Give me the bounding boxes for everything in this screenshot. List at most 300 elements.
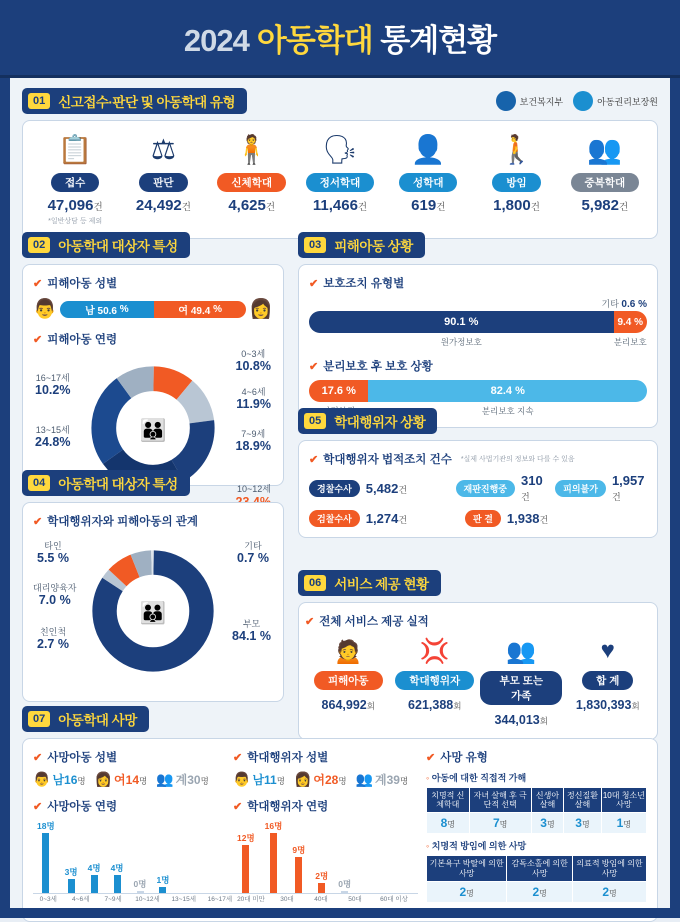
check-icon: ✔ [309, 360, 319, 373]
relation-label-text: 대리양육자 [33, 583, 77, 593]
emotional-abuse-icon: 🗣 [322, 134, 358, 165]
check-icon: ✔ [33, 333, 43, 346]
relation-label-text: 친인척 [39, 627, 67, 637]
stat-number: 11,466 [312, 197, 358, 214]
table-header-cell: 정신질환 살해 [564, 788, 602, 813]
bar-value: 4명 [110, 863, 124, 873]
bar-column [265, 820, 283, 893]
stat-value [296, 197, 384, 214]
age-label-text: 7~9세 [241, 429, 266, 439]
table-cell: 2명 [507, 881, 573, 902]
check-icon: ✔ [33, 751, 43, 764]
age-label-text: 4~6세 [241, 387, 266, 397]
x-label: 30대 [280, 896, 294, 903]
death-direct-caption [426, 771, 647, 784]
stat-label: 판단 [139, 173, 187, 192]
male-icon: 👨 [233, 771, 251, 787]
heart-icon: ♥ [600, 637, 615, 664]
protection-type-bar [309, 311, 647, 333]
stat-number: 4,625 [228, 197, 266, 214]
logo-mohw [496, 91, 563, 111]
bar-value: 1명 [156, 875, 170, 885]
male-icon: 👨 [33, 771, 51, 787]
table-cell: 7명 [469, 813, 531, 834]
section-05 [298, 408, 658, 538]
stat-value [384, 197, 472, 214]
x-label: 7~9세 [104, 896, 122, 903]
bar-rect [137, 891, 144, 893]
section-06-header [298, 570, 441, 596]
x-label: 40대 [314, 896, 328, 903]
section-01-number: 01 [28, 93, 50, 109]
protection-etc [309, 297, 647, 310]
sexual-abuse-icon: 👤 [410, 134, 446, 165]
bar-value: 0명 [338, 879, 352, 889]
service-label: 피해아동 [314, 671, 383, 690]
table-row [427, 813, 647, 834]
bar-rect [91, 875, 98, 893]
family-icon: 👥 [506, 637, 537, 665]
stat-number: 619 [411, 197, 437, 214]
section-04-number: 04 [28, 475, 50, 491]
bar-column [338, 820, 351, 893]
relation-value: 5.5 % [37, 551, 69, 566]
table-header-cell: 의료적 방임에 의한 사망 [573, 856, 647, 881]
stat-label: 접수 [51, 173, 99, 192]
section-02-card [22, 264, 284, 495]
bar-column [111, 820, 124, 893]
sub-label-text: 분리보호 후 보호 상황 [323, 361, 433, 373]
sub-label-text: 보호조치 유형별 [323, 278, 405, 290]
bar-column [65, 820, 78, 893]
neglect-icon: 🚶 [499, 134, 534, 165]
female-icon: 👩 [94, 771, 113, 787]
service-value: 1,830,393회 [575, 698, 640, 712]
stat-value [561, 197, 649, 214]
section-03-title: 피해아동 상황 [334, 239, 413, 254]
stat-number: 1,800 [493, 197, 531, 214]
age-value: 18.9% [235, 439, 271, 454]
gender-value: 남16명 [52, 773, 86, 787]
section-04-card [22, 502, 284, 702]
legal-value: 5,482건 [365, 480, 408, 496]
gender-item [95, 771, 148, 788]
title-rest: 통계현황 [380, 23, 497, 58]
legal-item [456, 473, 550, 503]
bar-value: 16명 [264, 821, 283, 831]
legal-value: 310건 [520, 473, 543, 502]
bar-rect [114, 875, 121, 893]
bar-rect [341, 891, 348, 893]
female-icon: 👩 [249, 299, 273, 320]
service-label: 부모 또는 가족 [480, 671, 562, 705]
service-label: 합 계 [582, 671, 633, 690]
svg-text:👪: 👪 [139, 601, 167, 626]
relation-label-etc [237, 541, 269, 566]
death-neglect-caption-text: 치명적 방임에 의한 사망 [431, 841, 527, 852]
check-icon: ✔ [233, 751, 243, 764]
female-icon: 👩 [293, 771, 312, 787]
death-child-age-xlabels [33, 894, 233, 903]
report-icon: 📋 [57, 134, 93, 165]
bar-column [237, 820, 255, 893]
sub-label-text: 학대행위자 연령 [247, 801, 329, 813]
section-03-header [298, 232, 425, 258]
section-02-title: 아동학대 대상자 특성 [58, 239, 178, 254]
mohw-label: 보건복지부 [519, 96, 564, 107]
scale-icon: ⚖ [150, 134, 176, 165]
death-direct-caption-text: 아동에 대한 직접적 가해 [431, 773, 527, 783]
gender-value: 여28명 [313, 773, 347, 787]
stat-label: 신체학대 [217, 173, 286, 192]
legal-tag: 재판진행중 [456, 480, 515, 497]
multiple-abuse-icon: 👥 [587, 134, 623, 165]
relation-label-text: 타인 [44, 541, 62, 551]
relation-donut-svg [89, 547, 217, 675]
check-icon: ✔ [233, 800, 243, 813]
sub-label-text: 전체 서비스 제공 실적 [319, 616, 429, 628]
table-cell: 8명 [427, 813, 470, 834]
age-value: 10.8% [235, 359, 271, 374]
check-icon: ✔ [309, 277, 319, 290]
section-05-title: 학대행위자 상황 [334, 415, 426, 430]
legal-tag: 판 결 [465, 510, 501, 527]
organization-logos [496, 91, 658, 111]
stat-label: 중복학대 [571, 173, 640, 192]
stat-unit: 건 [265, 202, 276, 213]
section-03-card [298, 264, 658, 428]
stat-unit: 건 [357, 202, 368, 213]
section-01-note: *일반상담 등 제외 [48, 218, 103, 225]
abuser-gender-values [233, 771, 418, 788]
bar-rect [159, 887, 166, 893]
page-header [0, 0, 680, 78]
sub-label-death-child-gender [33, 749, 233, 765]
legal-value: 1,957건 [611, 473, 645, 502]
male-value: 남 50.6 [85, 305, 117, 317]
total-icon: 👥 [156, 771, 174, 787]
abuser-age-chart [233, 820, 418, 894]
legal-value: 1,938건 [506, 511, 549, 526]
section-05-header [298, 408, 437, 434]
ncrc-label: 아동권리보장원 [597, 96, 658, 107]
stat-item [472, 131, 560, 226]
separate-protection-caption: 분리보호 [613, 337, 647, 347]
gender-value: 남11명 [252, 773, 285, 787]
male-unit: % [119, 303, 129, 315]
mohw-logo-icon [496, 91, 516, 111]
section-02-header [22, 232, 190, 258]
age-label-13-15 [35, 425, 70, 450]
bullet-icon: ◦ [426, 841, 430, 852]
stat-value [119, 197, 207, 214]
table-header-cell: 감독소홀에 의한 사망 [507, 856, 573, 881]
home-protection-bar: 90.1 % [309, 311, 614, 333]
x-label: 0~3세 [39, 896, 57, 903]
relation-value: 84.1 % [232, 629, 271, 644]
sub-label-abuser-gender [233, 749, 418, 765]
page-title [184, 15, 496, 60]
stat-item [208, 131, 296, 226]
death-child-column [33, 749, 233, 911]
sub-label-text: 학대행위자와 피해아동의 관계 [47, 516, 199, 528]
section-04-title: 아동학대 대상자 특성 [58, 477, 178, 492]
bar-rect [242, 845, 249, 893]
bar-column [292, 820, 305, 893]
legal-value: 1,274건 [365, 511, 408, 526]
stat-number: 5,982 [581, 197, 619, 214]
home-protection-caption: 원가정보호 [440, 337, 482, 347]
stat-unit: 건 [530, 202, 540, 213]
legal-tag: 경찰수사 [309, 480, 360, 497]
title-year: 2024 [183, 23, 249, 58]
gender-value: 계39명 [374, 773, 409, 787]
bar-column [37, 820, 55, 893]
separate-protection-bar: 9.4 % [614, 311, 647, 333]
section-06-number: 06 [304, 575, 326, 591]
section-05-card [298, 440, 658, 538]
bar-column [315, 820, 328, 893]
stat-unit: 건 [619, 202, 629, 213]
gender-bar-wrap [60, 301, 247, 318]
death-abuser-column [233, 749, 418, 911]
relation-label-relative [37, 627, 69, 652]
etc-label: 기타 [601, 299, 619, 309]
female-value: 여 49.4 [178, 305, 211, 317]
relation-value: 7.0 % [38, 593, 71, 608]
bar-column [156, 820, 169, 893]
gender-item [356, 771, 409, 788]
service-label: 학대행위자 [395, 671, 474, 690]
check-icon: ✔ [33, 515, 43, 528]
death-direct-table [426, 787, 647, 834]
table-cell: 2명 [427, 881, 507, 902]
check-icon: ✔ [305, 615, 315, 628]
relation-label-text: 부모 [242, 619, 261, 629]
table-header-cell: 10대 청소년 사망 [601, 788, 646, 813]
bar-rect [270, 833, 277, 893]
bar-value: 9명 [292, 845, 306, 855]
bar-column [134, 820, 147, 893]
legal-item [309, 510, 459, 527]
sub-label-text: 학대행위자 성별 [247, 752, 329, 764]
gender-item [33, 771, 86, 788]
sub-label-death-type [426, 749, 647, 765]
bar-value: 4명 [87, 863, 101, 873]
death-neglect-caption [426, 839, 647, 852]
section-02-number: 02 [28, 237, 50, 253]
stat-value [208, 197, 296, 214]
section-06-title: 서비스 제공 현황 [334, 577, 429, 592]
ncrc-logo-icon [573, 91, 593, 111]
protection-type-captions [309, 336, 647, 348]
bar-value: 12명 [237, 833, 255, 843]
section-03-number: 03 [304, 237, 326, 253]
relation-donut-chart [33, 535, 273, 687]
total-icon: 👥 [355, 771, 373, 787]
female-unit: % [213, 303, 222, 315]
age-value: 11.9% [236, 397, 271, 412]
relation-label-surrogate [33, 583, 76, 608]
section-05-number: 05 [304, 413, 326, 429]
legal-item [465, 510, 548, 527]
footer-strip [0, 908, 680, 918]
abuser-age-xlabels [233, 894, 418, 903]
section-07 [22, 706, 658, 922]
x-label: 50대 [348, 896, 362, 903]
sub-label-text: 사망아동 성별 [47, 752, 118, 764]
table-header-cell: 치명적 신체학대 [427, 788, 470, 813]
legal-item [309, 480, 450, 497]
table-header-cell: 자녀 살해 후 극단적 선택 [469, 788, 531, 813]
male-icon: 👨 [33, 299, 57, 320]
gender-value: 여14명 [114, 773, 148, 787]
sub-label-relation [33, 513, 273, 529]
bar-rect [68, 879, 75, 893]
x-label: 10~12세 [135, 896, 160, 903]
age-label-16-17 [35, 373, 70, 398]
age-label-text: 0~3세 [241, 349, 266, 359]
bar-value: 3명 [64, 867, 78, 877]
service-value: 864,992회 [321, 698, 375, 712]
age-label-7-9 [236, 429, 271, 454]
age-label-4-6 [236, 387, 271, 412]
bullet-icon: ◦ [426, 773, 430, 783]
table-cell: 1명 [601, 813, 646, 834]
sub-label-text: 사망아동 연령 [47, 801, 118, 813]
death-child-gender-values [33, 771, 233, 788]
sub-label-protection-type [309, 275, 647, 291]
abuser-icon: 💢 [419, 637, 450, 665]
check-icon: ✔ [33, 800, 43, 813]
section-07-number: 07 [28, 711, 50, 727]
table-header-cell: 신생아 살해 [531, 788, 563, 813]
gender-item [233, 771, 285, 788]
gender-female-bar [154, 301, 246, 318]
section-07-header [22, 706, 149, 732]
service-value: 621,388회 [408, 698, 462, 712]
bar-rect [42, 833, 49, 893]
legal-row-1 [309, 473, 647, 503]
stat-unit: 건 [181, 202, 191, 213]
x-label: 13~15세 [171, 896, 196, 903]
sub-label-abuser-age [233, 798, 418, 814]
continued-separation-bar: 82.4 % [368, 380, 647, 402]
home-return-bar: 17.6 % [309, 380, 368, 402]
section-01-card [22, 120, 658, 239]
legal-row-2 [309, 510, 647, 527]
death-child-age-chart [33, 820, 233, 894]
stat-label: 정서학대 [306, 173, 375, 192]
bar-value: 18명 [37, 821, 55, 831]
bar-value: 0명 [133, 879, 147, 889]
stat-unit: 건 [93, 202, 103, 213]
sub-label-text: 학대행위자 법적조치 건수 [323, 454, 452, 466]
death-type-column [418, 749, 647, 911]
stat-item [296, 131, 384, 226]
table-cell: 3명 [531, 813, 563, 834]
relation-label-other-person [37, 541, 69, 566]
section-01-title: 신고접수·판단 및 아동학대 유형 [58, 95, 236, 110]
table-header-row [427, 788, 647, 813]
stat-item [561, 131, 649, 226]
age-label-text: 10~12세 [237, 484, 271, 495]
section-04-header [22, 470, 190, 496]
gender-item [294, 771, 347, 788]
right-border-strip [670, 78, 680, 908]
gender-male-bar [60, 301, 154, 318]
x-label: 16~17세 [207, 896, 233, 903]
section-05-note: *실제 사법기관의 정보와 다를 수 있음 [460, 456, 575, 463]
check-icon: ✔ [309, 453, 319, 466]
section-01-header [22, 88, 247, 114]
relation-value: 0.7 % [237, 551, 269, 566]
bar-rect [318, 883, 325, 893]
after-separation-bar [309, 380, 647, 402]
relation-label-text: 기타 [244, 541, 262, 551]
table-cell: 2명 [573, 881, 647, 902]
age-value: 24.8% [35, 435, 71, 450]
child-victim-icon: 🙍 [333, 637, 364, 665]
check-icon: ✔ [426, 751, 436, 764]
stat-item [31, 131, 119, 226]
death-neglect-table [426, 855, 647, 902]
stat-unit: 건 [436, 202, 446, 213]
gender-item [156, 771, 209, 788]
victim-gender-bar [33, 297, 273, 321]
svg-text:👪: 👪 [139, 417, 167, 443]
stat-item [119, 131, 207, 226]
stat-number: 47,096 [47, 197, 94, 214]
table-header-row [427, 856, 647, 881]
table-cell: 3명 [564, 813, 602, 834]
bar-rect [295, 857, 302, 893]
section-02 [22, 232, 284, 495]
left-border-strip [0, 78, 10, 908]
sub-label-legal-actions [309, 451, 647, 467]
stat-label: 방임 [492, 173, 540, 192]
relation-label-parents [232, 619, 271, 644]
logo-ncrc [573, 91, 658, 111]
check-icon: ✔ [33, 277, 43, 290]
stat-value [31, 197, 119, 214]
sub-label-death-child-age [33, 798, 233, 814]
sub-label-text: 피해아동 성별 [47, 278, 118, 290]
table-header-cell: 기본욕구 박탈에 의한 사망 [427, 856, 507, 881]
section-07-card [22, 738, 658, 922]
sub-label-text: 사망 유형 [440, 752, 488, 764]
section-07-title: 아동학대 사망 [58, 713, 137, 728]
age-label-text: 16~17세 [35, 373, 70, 383]
legal-tag: 피의불가 [555, 480, 606, 497]
sub-label-victim-age [33, 331, 273, 347]
stat-value [472, 197, 560, 214]
bar-column [88, 820, 101, 893]
legal-tag: 검찰수사 [309, 510, 360, 527]
title-highlight: 아동학대 [256, 23, 373, 58]
physical-abuse-icon: 🧍 [234, 134, 270, 165]
bar-value: 2명 [315, 871, 329, 881]
sub-label-victim-gender [33, 275, 273, 291]
sub-label-after-separation [309, 358, 647, 374]
etc-value: 0.6 % [621, 299, 647, 310]
section-04 [22, 470, 284, 702]
stat-label: 성학대 [399, 173, 457, 192]
sub-label-text: 피해아동 연령 [47, 334, 118, 346]
section-01 [22, 88, 658, 239]
gender-value: 계30명 [175, 773, 209, 787]
age-label-text: 13~15세 [35, 425, 70, 435]
